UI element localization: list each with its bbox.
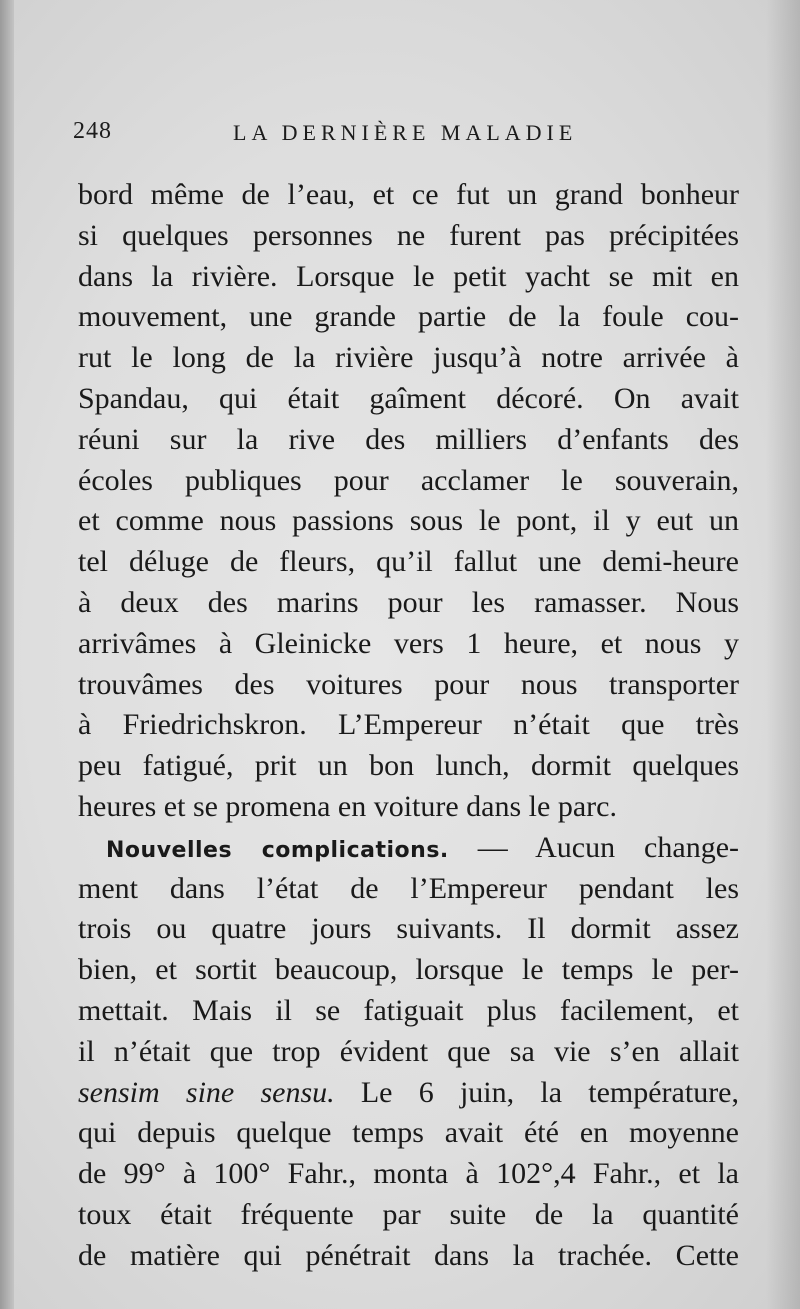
page-edge-shading xyxy=(766,0,800,1309)
text-line: il n’était que trop évident que sa vie s’en allait xyxy=(78,1034,739,1068)
text-line: arrivâmes à Gleinicke vers 1 heure, et nous y xyxy=(78,626,739,660)
text-line: si quelques personnes ne furent pas précipitées xyxy=(78,218,739,252)
text-line: peu fatigué, prit un bon lunch, dormit quelques xyxy=(78,749,739,783)
text-line: tel déluge de fleurs, qu’il fallut une demi-heure xyxy=(78,545,739,579)
text-line: dans la rivière. Lorsque le petit yacht se mit en xyxy=(78,259,739,293)
text-line: à deux des marins pour les ramasser. Nous xyxy=(78,585,739,619)
text-line: trouvâmes des voitures pour nous transporter xyxy=(78,667,739,701)
text-line: trois ou quatre jours suivants. Il dormit assez xyxy=(78,912,739,946)
text-line: réuni sur la rive des milliers d’enfants des xyxy=(78,422,739,456)
page-number: 248 xyxy=(73,118,112,144)
text-line: ment dans l’état de l’Empereur pendant les xyxy=(78,871,739,905)
text-line: bord même de l’eau, et ce fut un grand bonheur xyxy=(78,178,739,211)
running-title: LA DERNIÈRE MALADIE xyxy=(233,120,578,145)
text-line: rut le long de la rivière jusqu’à notre arrivée à xyxy=(78,341,739,375)
paragraph-end-line: heures et se promena en voiture dans le parc. xyxy=(78,789,617,823)
section-heading: Nouvelles complications. xyxy=(106,837,449,863)
text-line: mettait. Mais il se fatiguait plus facilement, et xyxy=(78,993,739,1027)
text-line: bien, et sortit beaucoup, lorsque le temps le per- xyxy=(78,953,739,987)
page-header xyxy=(73,118,733,158)
text-line: de matière qui pénétrait dans la trachée. Cette xyxy=(78,1238,739,1272)
section-heading-continuation: — Aucun change- xyxy=(448,830,739,864)
italic-phrase-line xyxy=(78,1073,739,1114)
italic-latin-phrase: sensim sine sensu. xyxy=(78,1075,335,1109)
body-text xyxy=(78,175,739,1277)
text-line: écoles publiques pour acclamer le souverain, xyxy=(78,463,739,497)
text-line: et comme nous passions sous le pont, il y eut un xyxy=(78,504,739,538)
section-start-line xyxy=(78,828,739,869)
book-page xyxy=(14,0,800,1309)
text-line: toux était fréquente par suite de la quantité xyxy=(78,1197,739,1231)
text-line: Spandau, qui était gaîment décoré. On avait xyxy=(78,381,739,415)
italic-line-continuation: Le 6 juin, la température, xyxy=(334,1075,739,1109)
text-line: à Friedrichskron. L’Empereur n’était que très xyxy=(78,708,739,742)
text-line: qui depuis quelque temps avait été en moyenne xyxy=(78,1116,739,1150)
text-line: de 99° à 100° Fahr., monta à 102°,4 Fahr., et la xyxy=(78,1157,739,1191)
binding-shadow xyxy=(0,0,14,1309)
text-line: mouvement, une grande partie de la foule cou- xyxy=(78,300,739,334)
